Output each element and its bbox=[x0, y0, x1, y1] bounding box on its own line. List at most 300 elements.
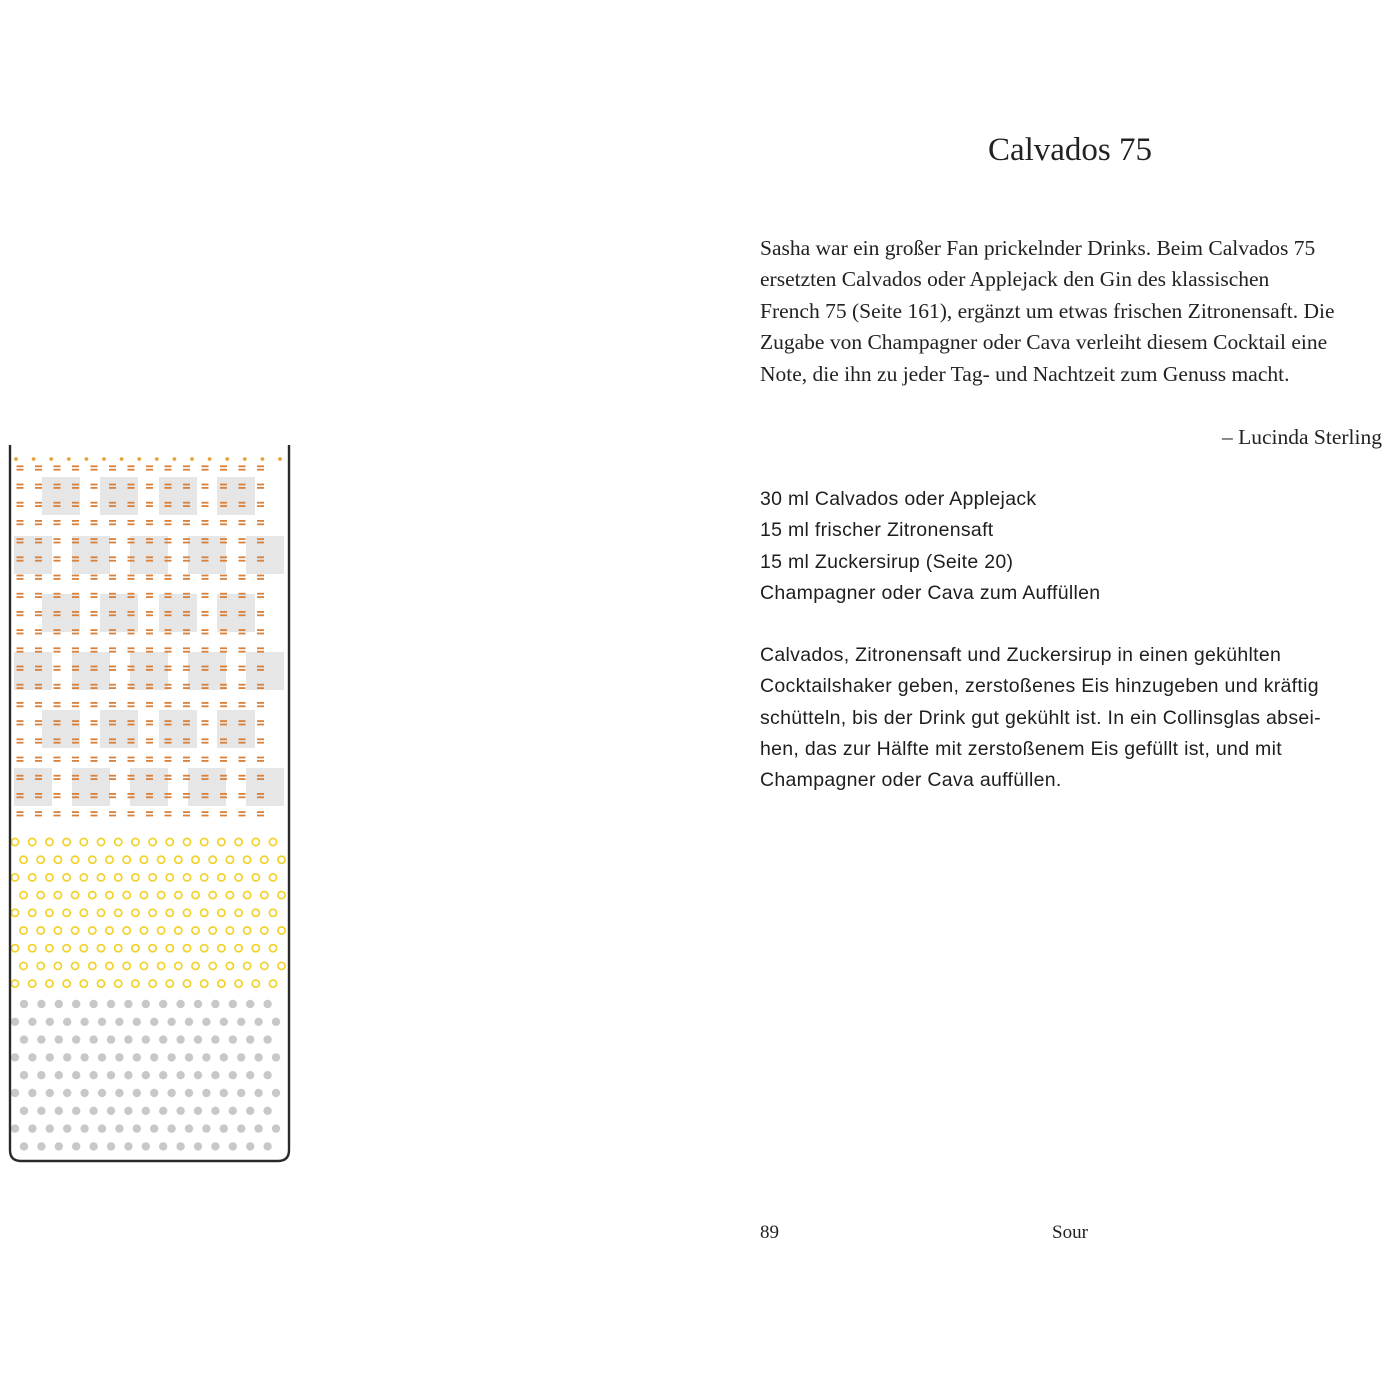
lemon-ring bbox=[269, 874, 276, 881]
calvados-dash bbox=[35, 596, 42, 598]
lemon-ring bbox=[261, 892, 268, 899]
instruction-line: Cocktailshaker geben, zerstoßenes Eis hinzugeben und kräftig bbox=[760, 675, 1319, 698]
ice-cube bbox=[246, 768, 284, 806]
quote-author: – Lucinda Sterling bbox=[1221, 425, 1382, 449]
syrup-dot bbox=[142, 1035, 150, 1043]
syrup-dot bbox=[46, 1018, 54, 1026]
calvados-dash bbox=[183, 542, 190, 544]
intro-line: Zugabe von Champagner oder Cava verleiht diesem Cocktail eine bbox=[760, 330, 1328, 355]
calvados-dash bbox=[91, 502, 98, 504]
calvados-dash bbox=[109, 502, 116, 504]
calvados-dash bbox=[35, 651, 42, 653]
syrup-dot bbox=[72, 1071, 80, 1079]
calvados-dash bbox=[91, 705, 98, 707]
calvados-dash bbox=[220, 484, 227, 486]
syrup-dot bbox=[202, 1124, 210, 1132]
syrup-dot bbox=[133, 1053, 141, 1061]
calvados-dash bbox=[54, 520, 61, 522]
calvados-dash bbox=[72, 775, 79, 777]
calvados-dash bbox=[165, 633, 172, 635]
lemon-ring bbox=[252, 945, 259, 952]
calvados-dash bbox=[202, 705, 209, 707]
calvados-dash bbox=[239, 469, 246, 471]
syrup-dot bbox=[167, 1089, 175, 1097]
calvados-dash bbox=[220, 542, 227, 544]
lemon-ring bbox=[97, 874, 104, 881]
calvados-dash bbox=[109, 469, 116, 471]
calvados-dash bbox=[220, 775, 227, 777]
lemon-ring bbox=[226, 892, 233, 899]
calvados-dash bbox=[109, 757, 116, 759]
calvados-dash bbox=[146, 796, 153, 798]
lemon-ring bbox=[209, 927, 216, 934]
calvados-dash bbox=[128, 760, 135, 762]
calvados-dash bbox=[72, 778, 79, 780]
lemon-ring bbox=[140, 962, 147, 969]
calvados-dash bbox=[165, 505, 172, 507]
calvados-dash bbox=[220, 647, 227, 649]
calvados-dash bbox=[35, 666, 42, 668]
calvados-dash bbox=[128, 465, 135, 467]
calvados-dash bbox=[72, 796, 79, 798]
calvados-dash bbox=[146, 556, 153, 558]
calvados-dash bbox=[220, 811, 227, 813]
calvados-dash bbox=[257, 578, 264, 580]
calvados-dash bbox=[35, 578, 42, 580]
calvados-dash bbox=[35, 575, 42, 577]
calvados-dash bbox=[54, 596, 61, 598]
calvados-dash bbox=[72, 687, 79, 689]
calvados-dash bbox=[183, 742, 190, 744]
calvados-dash bbox=[202, 520, 209, 522]
syrup-dot bbox=[211, 1071, 219, 1079]
syrup-dot bbox=[89, 1071, 97, 1079]
calvados-dash bbox=[165, 556, 172, 558]
calvados-dash bbox=[202, 614, 209, 616]
calvados-dash bbox=[128, 487, 135, 489]
calvados-dash bbox=[128, 815, 135, 817]
calvados-dash bbox=[146, 687, 153, 689]
syrup-dot bbox=[115, 1089, 123, 1097]
lemon-ring bbox=[218, 945, 225, 952]
calvados-dash bbox=[165, 520, 172, 522]
calvados-dash bbox=[165, 720, 172, 722]
calvados-dash bbox=[35, 556, 42, 558]
instruction-line: Calvados, Zitronensaft und Zuckersirup in einen gekühlten bbox=[760, 644, 1282, 666]
calvados-dash bbox=[239, 684, 246, 686]
calvados-dash bbox=[72, 724, 79, 726]
calvados-dash bbox=[257, 575, 264, 577]
calvados-dash bbox=[183, 487, 190, 489]
calvados-dash bbox=[165, 502, 172, 504]
calvados-dash bbox=[239, 742, 246, 744]
lemon-ring bbox=[115, 909, 122, 916]
syrup-dot bbox=[124, 1071, 132, 1079]
calvados-dash bbox=[202, 684, 209, 686]
syrup-dot bbox=[11, 1018, 19, 1026]
syrup-dot bbox=[263, 1071, 271, 1079]
ingredient-item: Champagner oder Cava zum Auffüllen bbox=[760, 581, 1101, 604]
syrup-dot bbox=[63, 1053, 71, 1061]
syrup-dot bbox=[176, 1142, 184, 1150]
calvados-dash bbox=[220, 538, 227, 540]
calvados-dash bbox=[239, 669, 246, 671]
lemon-ring bbox=[106, 962, 113, 969]
ice-cube bbox=[42, 594, 80, 632]
calvados-dash bbox=[128, 484, 135, 486]
lemon-ring bbox=[11, 874, 18, 881]
calvados-dash bbox=[128, 775, 135, 777]
lemon-ring bbox=[226, 927, 233, 934]
calvados-dash bbox=[109, 815, 116, 817]
syrup-dot bbox=[11, 1053, 19, 1061]
champagne-bubble bbox=[208, 457, 212, 461]
lemon-ring bbox=[192, 892, 199, 899]
lemon-ring bbox=[20, 892, 27, 899]
calvados-dash bbox=[220, 687, 227, 689]
calvados-dash bbox=[220, 738, 227, 740]
calvados-dash bbox=[91, 556, 98, 558]
calvados-dash bbox=[35, 484, 42, 486]
calvados-dash bbox=[54, 742, 61, 744]
syrup-dot bbox=[142, 1142, 150, 1150]
calvados-dash bbox=[257, 633, 264, 635]
calvados-dash bbox=[220, 593, 227, 595]
syrup-dot bbox=[11, 1089, 19, 1097]
calvados-dash bbox=[54, 778, 61, 780]
calvados-dash bbox=[54, 556, 61, 558]
champagne-bubble bbox=[173, 457, 177, 461]
calvados-dash bbox=[239, 487, 246, 489]
lemon-ring bbox=[46, 980, 53, 987]
lemon-ring bbox=[11, 909, 18, 916]
calvados-dash bbox=[146, 484, 153, 486]
calvados-dash bbox=[183, 611, 190, 613]
calvados-dash bbox=[183, 702, 190, 704]
calvados-dash bbox=[128, 614, 135, 616]
calvados-dash bbox=[109, 647, 116, 649]
calvados-dash bbox=[202, 502, 209, 504]
calvados-dash bbox=[239, 757, 246, 759]
calvados-dash bbox=[109, 505, 116, 507]
syrup-dot bbox=[246, 1142, 254, 1150]
calvados-dash bbox=[146, 469, 153, 471]
calvados-dash bbox=[239, 505, 246, 507]
calvados-dash bbox=[183, 651, 190, 653]
calvados-dash bbox=[183, 815, 190, 817]
calvados-dash bbox=[239, 651, 246, 653]
lemon-ring bbox=[218, 980, 225, 987]
syrup-dot bbox=[63, 1124, 71, 1132]
lemon-ring bbox=[72, 856, 79, 863]
lemon-ring bbox=[11, 945, 18, 952]
calvados-dash bbox=[128, 796, 135, 798]
calvados-dash bbox=[146, 614, 153, 616]
lemon-ring bbox=[11, 838, 18, 845]
lemon-ring bbox=[89, 856, 96, 863]
calvados-dash bbox=[35, 502, 42, 504]
lemon-ring bbox=[183, 838, 190, 845]
syrup-dot bbox=[237, 1124, 245, 1132]
calvados-dash bbox=[128, 778, 135, 780]
calvados-dash bbox=[54, 760, 61, 762]
calvados-dash bbox=[165, 614, 172, 616]
lemon-ring bbox=[218, 838, 225, 845]
syrup-dot bbox=[254, 1124, 262, 1132]
calvados-dash bbox=[91, 596, 98, 598]
calvados-dash bbox=[128, 469, 135, 471]
calvados-dash bbox=[202, 738, 209, 740]
calvados-dash bbox=[54, 505, 61, 507]
lemon-ring bbox=[261, 856, 268, 863]
champagne-bubble bbox=[14, 457, 18, 461]
syrup-dot bbox=[11, 1124, 19, 1132]
champagne-bubble bbox=[49, 457, 53, 461]
champagne-bubble bbox=[225, 457, 229, 461]
lemon-ring bbox=[63, 838, 70, 845]
lemon-ring bbox=[192, 962, 199, 969]
calvados-dash bbox=[54, 469, 61, 471]
calvados-dash bbox=[72, 633, 79, 635]
lemon-ring bbox=[54, 856, 61, 863]
syrup-dot bbox=[211, 1142, 219, 1150]
calvados-dash bbox=[128, 720, 135, 722]
calvados-dash bbox=[183, 778, 190, 780]
calvados-dash bbox=[54, 724, 61, 726]
lemon-ring bbox=[269, 945, 276, 952]
syrup-dot bbox=[246, 1071, 254, 1079]
lemon-ring bbox=[201, 838, 208, 845]
calvados-dash bbox=[35, 724, 42, 726]
calvados-dash bbox=[35, 757, 42, 759]
lemon-ring bbox=[192, 927, 199, 934]
calvados-dash bbox=[146, 778, 153, 780]
calvados-dash bbox=[220, 724, 227, 726]
calvados-dash bbox=[239, 538, 246, 540]
syrup-dot bbox=[263, 1142, 271, 1150]
lemon-juice-rings-layer bbox=[11, 838, 285, 987]
calvados-dash bbox=[17, 523, 24, 525]
calvados-dash bbox=[257, 593, 264, 595]
calvados-dash bbox=[72, 793, 79, 795]
calvados-dash bbox=[128, 560, 135, 562]
calvados-dash bbox=[220, 520, 227, 522]
calvados-dash bbox=[54, 487, 61, 489]
syrup-dot bbox=[133, 1018, 141, 1026]
syrup-dot bbox=[28, 1053, 36, 1061]
calvados-dash bbox=[165, 793, 172, 795]
calvados-dash bbox=[239, 760, 246, 762]
lemon-ring bbox=[209, 962, 216, 969]
lemon-ring bbox=[278, 927, 285, 934]
lemon-ring bbox=[72, 892, 79, 899]
calvados-dash bbox=[257, 647, 264, 649]
lemon-ring bbox=[63, 945, 70, 952]
syrup-dot bbox=[89, 1107, 97, 1115]
calvados-dash bbox=[54, 614, 61, 616]
calvados-dash bbox=[183, 469, 190, 471]
calvados-dash bbox=[91, 666, 98, 668]
ice-cube bbox=[14, 768, 52, 806]
syrup-dot bbox=[37, 1107, 45, 1115]
calvados-dash bbox=[183, 793, 190, 795]
calvados-dash bbox=[220, 778, 227, 780]
calvados-dash bbox=[257, 556, 264, 558]
lemon-ring bbox=[166, 874, 173, 881]
sugar-syrup-dots-layer bbox=[11, 1000, 280, 1151]
calvados-dash bbox=[109, 633, 116, 635]
calvados-dash bbox=[146, 593, 153, 595]
calvados-dash bbox=[128, 556, 135, 558]
syrup-dot bbox=[124, 1035, 132, 1043]
syrup-dot bbox=[55, 1142, 63, 1150]
lemon-ring bbox=[29, 980, 36, 987]
syrup-dot bbox=[202, 1053, 210, 1061]
calvados-dash bbox=[17, 757, 24, 759]
lemon-ring bbox=[80, 874, 87, 881]
syrup-dot bbox=[237, 1089, 245, 1097]
lemon-ring bbox=[115, 945, 122, 952]
syrup-dot bbox=[220, 1089, 228, 1097]
syrup-dot bbox=[107, 1142, 115, 1150]
calvados-dash bbox=[72, 757, 79, 759]
syrup-dot bbox=[254, 1018, 262, 1026]
ingredient-item: 30 ml Calvados oder Applejack bbox=[760, 488, 1037, 510]
calvados-dash bbox=[257, 778, 264, 780]
calvados-dash bbox=[183, 523, 190, 525]
calvados-dash bbox=[72, 505, 79, 507]
syrup-dot bbox=[159, 1107, 167, 1115]
calvados-dash bbox=[239, 611, 246, 613]
calvados-dash bbox=[35, 538, 42, 540]
syrup-dot bbox=[237, 1018, 245, 1026]
ice-cube bbox=[159, 477, 197, 515]
calvados-dash bbox=[220, 760, 227, 762]
calvados-dash bbox=[54, 684, 61, 686]
calvados-dash bbox=[202, 811, 209, 813]
calvados-dash bbox=[202, 633, 209, 635]
calvados-dash bbox=[202, 647, 209, 649]
calvados-dash bbox=[72, 742, 79, 744]
lemon-ring bbox=[29, 909, 36, 916]
calvados-dash bbox=[72, 575, 79, 577]
syrup-dot bbox=[229, 1000, 237, 1008]
calvados-dash bbox=[202, 578, 209, 580]
ice-cube bbox=[159, 594, 197, 632]
calvados-dash bbox=[91, 796, 98, 798]
calvados-dash bbox=[91, 469, 98, 471]
ice-cube bbox=[72, 768, 110, 806]
calvados-dash bbox=[54, 775, 61, 777]
calvados-dash bbox=[72, 666, 79, 668]
calvados-dash bbox=[72, 593, 79, 595]
calvados-dash bbox=[91, 684, 98, 686]
calvados-dash bbox=[183, 633, 190, 635]
calvados-dash bbox=[202, 760, 209, 762]
calvados-dash bbox=[146, 611, 153, 613]
syrup-dot bbox=[20, 1071, 28, 1079]
calvados-dash bbox=[183, 593, 190, 595]
calvados-dash bbox=[220, 796, 227, 798]
syrup-dot bbox=[89, 1035, 97, 1043]
syrup-dot bbox=[185, 1124, 193, 1132]
calvados-dash bbox=[183, 684, 190, 686]
syrup-dot bbox=[159, 1071, 167, 1079]
calvados-dash bbox=[91, 611, 98, 613]
calvados-dash bbox=[183, 465, 190, 467]
ice-cube bbox=[130, 768, 168, 806]
lemon-ring bbox=[244, 856, 251, 863]
calvados-dash bbox=[128, 742, 135, 744]
collins-glass-illustration bbox=[0, 0, 300, 1385]
calvados-dash bbox=[72, 647, 79, 649]
calvados-dash bbox=[54, 757, 61, 759]
syrup-dot bbox=[37, 1035, 45, 1043]
calvados-dash bbox=[165, 705, 172, 707]
calvados-dash bbox=[91, 738, 98, 740]
lemon-ring bbox=[149, 874, 156, 881]
calvados-dash bbox=[202, 669, 209, 671]
calvados-dash bbox=[109, 684, 116, 686]
calvados-dash bbox=[220, 633, 227, 635]
calvados-dash bbox=[183, 560, 190, 562]
syrup-dot bbox=[254, 1089, 262, 1097]
calvados-dash bbox=[239, 815, 246, 817]
calvados-dash bbox=[109, 705, 116, 707]
calvados-dash bbox=[257, 702, 264, 704]
calvados-dash bbox=[35, 593, 42, 595]
syrup-dot bbox=[246, 1035, 254, 1043]
calvados-dash bbox=[17, 669, 24, 671]
syrup-dot bbox=[167, 1053, 175, 1061]
calvados-dash bbox=[165, 702, 172, 704]
calvados-dash bbox=[239, 523, 246, 525]
calvados-dash bbox=[146, 487, 153, 489]
calvados-dash bbox=[109, 538, 116, 540]
lemon-ring bbox=[201, 980, 208, 987]
lemon-ring bbox=[235, 838, 242, 845]
calvados-dash bbox=[109, 651, 116, 653]
champagne-bubble bbox=[102, 457, 106, 461]
calvados-dash bbox=[165, 796, 172, 798]
calvados-dash bbox=[202, 796, 209, 798]
calvados-dash bbox=[128, 738, 135, 740]
calvados-dash bbox=[91, 687, 98, 689]
calvados-dash bbox=[202, 542, 209, 544]
calvados-dash bbox=[239, 575, 246, 577]
syrup-dot bbox=[80, 1124, 88, 1132]
calvados-dash bbox=[220, 578, 227, 580]
syrup-dot bbox=[229, 1035, 237, 1043]
syrup-dot bbox=[133, 1124, 141, 1132]
calvados-dash bbox=[109, 666, 116, 668]
syrup-dot bbox=[80, 1053, 88, 1061]
calvados-dash bbox=[54, 669, 61, 671]
calvados-dash bbox=[220, 596, 227, 598]
calvados-dash bbox=[183, 738, 190, 740]
calvados-dash bbox=[146, 757, 153, 759]
calvados-dash bbox=[257, 484, 264, 486]
calvados-dash bbox=[17, 593, 24, 595]
lemon-ring bbox=[106, 856, 113, 863]
syrup-dot bbox=[211, 1035, 219, 1043]
calvados-dash bbox=[183, 484, 190, 486]
syrup-dot bbox=[254, 1053, 262, 1061]
syrup-dot bbox=[150, 1053, 158, 1061]
calvados-dash bbox=[257, 815, 264, 817]
syrup-dot bbox=[167, 1018, 175, 1026]
champagne-bubble bbox=[155, 457, 159, 461]
